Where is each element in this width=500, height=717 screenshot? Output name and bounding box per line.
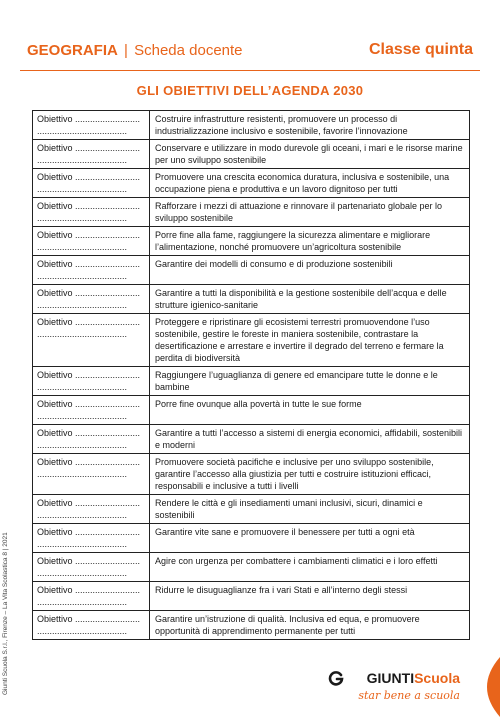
goal-label: Obiettivo .......................... [37,399,141,409]
goal-description: Garantire un’istruzione di qualità. Inclusiva ed equa, e promuovere opportunità di apprendimento permanente per tutti [150,611,470,639]
fill-in-dots: .................................... [37,469,128,479]
table-row [33,425,470,454]
goal-label: Obiettivo .......................... [37,614,141,624]
goal-label: Obiettivo .......................... [37,428,141,438]
fill-in-dots: .................................... [37,329,128,339]
fill-in-dots: .................................... [37,597,128,607]
page-title: GLI OBIETTIVI DELL’AGENDA 2030 [136,83,364,98]
goal-description: Ridurre le disuguaglianze fra i vari Stati e all’interno degli stessi [150,582,470,610]
table-row [33,285,470,314]
goal-number-blank[interactable] [33,367,150,395]
goal-label: Obiettivo .......................... [37,556,141,566]
fill-in-dots: .................................... [37,213,128,223]
table-row [33,454,470,495]
goal-number-blank[interactable] [33,611,150,639]
brand-tagline: star bene a scuola [358,689,460,702]
publisher-logo [320,670,460,715]
fill-in-dots: .................................... [37,126,128,136]
header-subject-line [27,42,243,59]
grade-label: Classe quinta [368,41,473,58]
goal-label: Obiettivo .......................... [37,259,141,269]
table-row [33,140,470,169]
goal-description: Garantire a tutti la disponibilità e la gestione sostenibile dell’acqua e delle strutture igienico-sanitarie [150,285,470,313]
goal-description: Agire con urgenza per combattere i cambiamenti climatici e i loro effetti [150,553,470,581]
table-row [33,367,470,396]
goal-label: Obiettivo .......................... [37,317,141,327]
corner-decoration [474,657,500,717]
goal-description: Garantire dei modelli di consumo e di produzione sostenibili [150,256,470,284]
goal-description: Garantire vite sane e promuovere il benessere per tutti a ogni età [150,524,470,552]
goal-description: Proteggere e ripristinare gli ecosistemi terrestri promuovendone l’uso sostenibile, gestire le foreste in maniera sostenibile, contrastare la desertificazione e arrestare e invertire il degrado del terreno e fermare la perdita di biodiversità [150,314,470,366]
fill-in-dots: .................................... [37,271,128,281]
goal-number-blank[interactable] [33,524,150,552]
table-row [33,582,470,611]
goal-number-blank[interactable] [33,227,150,255]
goal-description: Raggiungere l’uguaglianza di genere ed emancipare tutte le donne e le bambine [150,367,470,395]
goal-number-blank[interactable] [33,454,150,494]
brand-main: GIUNTI [366,670,415,686]
side-credit: Giunti Scuola S.r.l., Firenze – La Vita Scolastica 8 | 2021 [2,532,9,695]
table-row [33,611,470,640]
brand-name [367,670,460,686]
goal-description: Promuovere società pacifiche e inclusive per uno sviluppo sostenibile, garantire l’accesso alla giustizia per tutti e costruire istituzioni efficaci, responsabili e inclusive a tutti i livelli [150,454,470,494]
goal-label: Obiettivo .......................... [37,288,141,298]
goal-number-blank[interactable] [33,111,150,139]
goal-label: Obiettivo .......................... [37,457,141,467]
fill-in-dots: .................................... [37,568,128,578]
fill-in-dots: .................................... [37,440,128,450]
goal-number-blank[interactable] [33,425,150,453]
table-row [33,553,470,582]
goal-description: Costruire infrastrutture resistenti, promuovere un processo di industrializzazione inclusivo e sostenibile, favorire l’innovazione [150,111,470,139]
fill-in-dots: .................................... [37,626,128,636]
goal-number-blank[interactable] [33,140,150,168]
goal-label: Obiettivo .......................... [37,498,141,508]
goal-label: Obiettivo .......................... [37,172,141,182]
goal-description: Garantire a tutti l’accesso a sistemi di energia economici, affidabili, sostenibili e moderni [150,425,470,453]
goal-number-blank[interactable] [33,169,150,197]
fill-in-dots: .................................... [37,242,128,252]
goal-number-blank[interactable] [33,553,150,581]
header-divider [20,70,480,71]
goal-description: Rendere le città e gli insediamenti umani inclusivi, sicuri, dinamici e sostenibili [150,495,470,523]
goal-description: Conservare e utilizzare in modo durevole gli oceani, i mari e le risorse marine per uno sviluppo sostenibile [150,140,470,168]
table-row [33,396,470,425]
fill-in-dots: .................................... [37,510,128,520]
goal-number-blank[interactable] [33,495,150,523]
goal-label: Obiettivo .......................... [37,370,141,380]
goal-number-blank[interactable] [33,396,150,424]
fill-in-dots: .................................... [37,382,128,392]
goal-number-blank[interactable] [33,582,150,610]
fill-in-dots: .................................... [37,155,128,165]
goals-table [32,110,470,640]
table-row [33,198,470,227]
goal-description: Porre fine alla fame, raggiungere la sicurezza alimentare e migliorare l’alimentazione, nonché promuovere un’agricoltura sostenibile [150,227,470,255]
table-row [33,524,470,553]
goal-description: Promuovere una crescita economica duratura, inclusiva e sostenibile, una occupazione piena e produttiva e un lavoro dignitoso per tutti [150,169,470,197]
table-row [33,314,470,367]
fill-in-dots: .................................... [37,184,128,194]
table-row [33,227,470,256]
goal-description: Porre fine ovunque alla povertà in tutte le sue forme [150,396,470,424]
doc-type-label: Scheda docente [134,42,243,59]
table-row [33,495,470,524]
fill-in-dots: .................................... [37,411,128,421]
header-separator: | [124,42,128,59]
goal-number-blank[interactable] [33,198,150,226]
goal-description: Rafforzare i mezzi di attuazione e rinnovare il partenariato globale per lo sviluppo sostenibile [150,198,470,226]
goal-label: Obiettivo .......................... [37,230,141,240]
goal-label: Obiettivo .......................... [37,585,141,595]
goal-label: Obiettivo .......................... [37,143,141,153]
brand-accent: Scuola [414,670,460,686]
goal-label: Obiettivo .......................... [37,201,141,211]
table-row [33,111,470,140]
fill-in-dots: .................................... [37,300,128,310]
table-row [33,256,470,285]
goal-number-blank[interactable] [33,256,150,284]
goal-number-blank[interactable] [33,285,150,313]
fill-in-dots: .................................... [37,539,128,549]
page-header [20,30,480,70]
goal-label: Obiettivo .......................... [37,114,141,124]
table-row [33,169,470,198]
goal-label: Obiettivo .......................... [37,527,141,537]
goal-number-blank[interactable] [33,314,150,366]
subject-label: GEOGRAFIA [27,42,118,59]
giunti-swoosh-icon [328,670,344,686]
